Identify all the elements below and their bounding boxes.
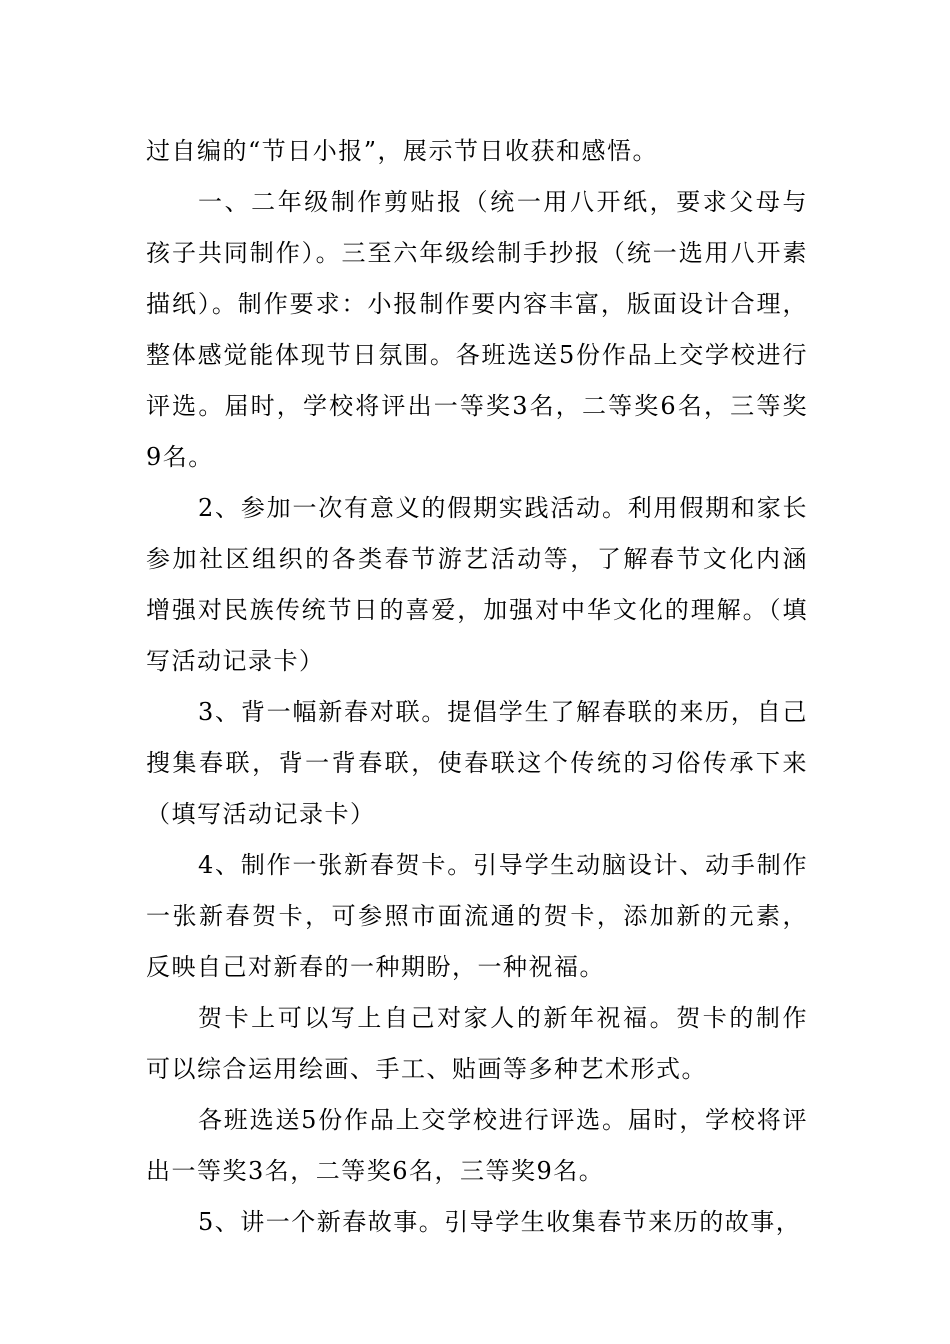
paragraph-selection: 各班选送5份作品上交学校进行评选。届时，学校将评出一等奖3名，二等奖6名，三等奖9名。 xyxy=(146,1106,808,1185)
paragraph-item-3: 3、背一幅新春对联。提倡学生了解春联的来历，自己搜集春联，背一背春联，使春联这个传统的习俗传承下来（填写活动记录卡） xyxy=(146,698,808,828)
paragraph-item-4: 4、制作一张新春贺卡。引导学生动脑设计、动手制作一张新春贺卡，可参照市面流通的贺卡，添加新的元素，反映自己对新春的一种期盼，一种祝福。 xyxy=(146,851,808,981)
document-body xyxy=(146,126,808,1248)
paragraph-item-2: 2、参加一次有意义的假期实践活动。利用假期和家长参加社区组织的各类春节游艺活动等，了解春节文化内涵增强对民族传统节日的喜爱，加强对中华文化的理解。（填写活动记录卡） xyxy=(146,494,808,675)
paragraph-card-greeting: 贺卡上可以写上自己对家人的新年祝福。贺卡的制作可以综合运用绘画、手工、贴画等多种艺术形式。 xyxy=(146,1004,808,1083)
paragraph-item-1: 一、二年级制作剪贴报（统一用八开纸，要求父母与孩子共同制作）。三至六年级绘制手抄报（统一选用八开素描纸）。制作要求：小报制作要内容丰富，版面设计合理，整体感觉能体现节日氛围。各班选送5份作品上交学校进行评选。届时，学校将评出一等奖3名，二等奖6名，三等奖9名。 xyxy=(146,188,808,471)
paragraph-continuation: 过自编的“节日小报”，展示节日收获和感悟。 xyxy=(146,137,659,165)
paragraph-item-5: 5、讲一个新春故事。引导学生收集春节来历的故事， xyxy=(198,1208,802,1236)
